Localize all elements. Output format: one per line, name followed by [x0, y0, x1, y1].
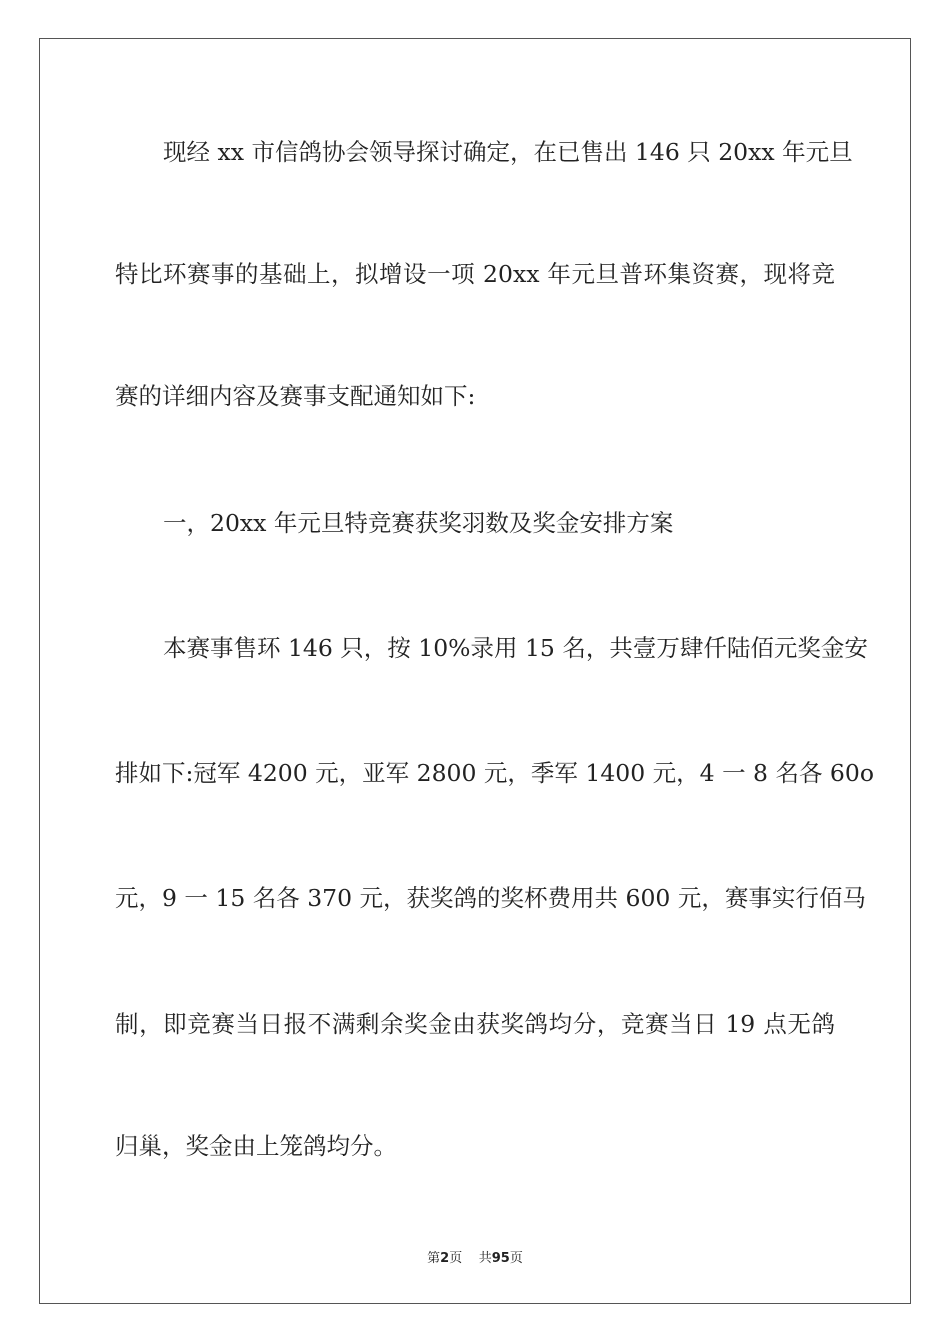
- page-border: [39, 38, 911, 1304]
- paragraph-line-5: 本赛事售环 146 只，按 10%录用 15 名，共壹万肆仟陆佰元奖金安: [163, 634, 868, 662]
- section-heading: 一，20xx 年元旦特竞赛获奖羽数及奖金安排方案: [163, 509, 674, 537]
- footer-total-suffix: 页: [509, 1251, 523, 1266]
- paragraph-line-7: 元，9 一 15 名各 370 元，获奖鸽的奖杯费用共 600 元，赛事实行佰马: [115, 884, 866, 912]
- paragraph-line-2: 特比环赛事的基础上，拟增设一项 20xx 年元旦普环集资赛，现将竞: [115, 260, 835, 288]
- footer-page-suffix: 页: [449, 1251, 463, 1266]
- footer-page-prefix: 第: [427, 1251, 441, 1266]
- footer-total-pages: 95: [491, 1251, 510, 1266]
- paragraph-line-1: 现经 xx 市信鸽协会领导探讨确定，在已售出 146 只 20xx 年元旦: [163, 138, 853, 166]
- footer-page-number: 2: [440, 1251, 450, 1266]
- footer-total-prefix: 共: [478, 1251, 492, 1266]
- paragraph-line-6: 排如下:冠军 4200 元，亚军 2800 元，季军 1400 元，4 一 8 名各 60o: [115, 759, 874, 787]
- page-footer: [0, 1247, 950, 1266]
- paragraph-line-9: 归巢，奖金由上笼鸽均分。: [115, 1132, 397, 1160]
- paragraph-line-3: 赛的详细内容及赛事支配通知如下:: [115, 382, 476, 410]
- paragraph-line-8: 制，即竞赛当日报不满剩余奖金由获奖鸽均分，竞赛当日 19 点无鸽: [115, 1010, 835, 1038]
